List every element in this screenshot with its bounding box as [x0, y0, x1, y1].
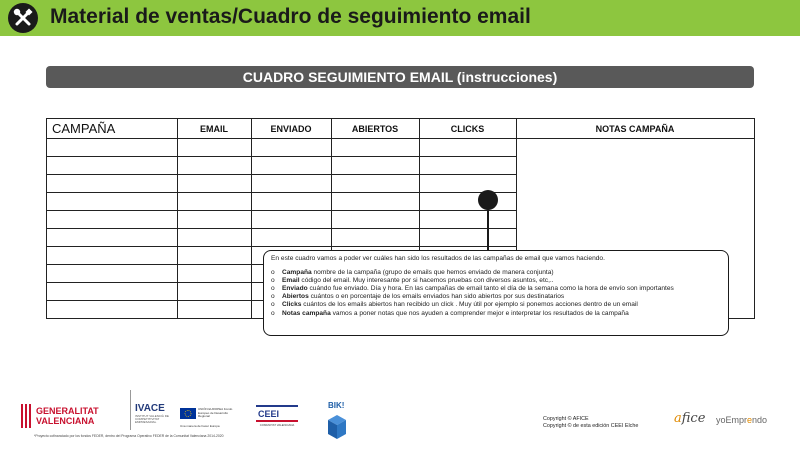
- column-header-email: EMAIL: [200, 124, 228, 134]
- ceei-logo: CEEI COMUNITAT VALENCIANA: [256, 405, 298, 427]
- afice-logo: afice: [674, 411, 706, 426]
- header-divider: [47, 138, 754, 139]
- pin-icon: [478, 190, 498, 210]
- eu-text: UNIÓN EUROPEA Fondo Europeo de Desarrollo Regional: [198, 407, 233, 419]
- column-divider: [251, 119, 252, 319]
- instructions-note: [263, 250, 729, 336]
- tools-icon: [8, 3, 38, 33]
- row-divider: [47, 246, 517, 247]
- shield-icon: [20, 404, 32, 428]
- row-divider: [47, 156, 517, 157]
- yoemprendo-logo: yoEmprendo: [716, 415, 768, 425]
- column-header-campana: CAMPAÑA: [52, 121, 116, 136]
- column-header-notas-campana: NOTAS CAMPAÑA: [595, 124, 675, 134]
- copyright: Copyright © AFICE Copyright © de esta edición CEEI Elche: [543, 416, 639, 429]
- row-divider: [47, 210, 517, 211]
- funding-note: *Proyecto cofinanciado por los fondos FEDER, dentro del Programa Operativo FEDER de la Comunitat Valenciana 2014-2020: [34, 434, 224, 438]
- logo-divider: [130, 390, 131, 430]
- generalitat-name: GENERALITAT VALENCIANA: [36, 406, 99, 426]
- list-item: o Abiertos cuántos o en porcentaje de los emails enviados han sido abiertos por sus destinatarios: [271, 293, 565, 301]
- bik-logo: BIK!: [326, 401, 348, 441]
- header-bar: [0, 0, 800, 36]
- page-title: Material de ventas/Cuadro de seguimiento email: [50, 5, 531, 28]
- column-divider: [177, 119, 178, 319]
- list-item: o Clicks cuántos de los emails abiertos han recibido un click . Muy útil por ejemplo si ponemos acciones dentro de un email: [271, 301, 638, 309]
- section-banner: CUADRO SEGUIMIENTO EMAIL (instrucciones): [46, 66, 754, 88]
- note-intro: En este cuadro vamos a poder ver cuáles han sido los resultados de las campañas de email que vamos haciendo.: [271, 255, 605, 262]
- ceei-line: [256, 405, 298, 407]
- row-divider: [47, 228, 517, 229]
- column-header-enviado: ENVIADO: [270, 124, 312, 134]
- column-header-clicks: CLICKS: [450, 124, 485, 134]
- footer: [0, 395, 800, 450]
- note-list: [271, 269, 721, 318]
- eu-flag-icon: [180, 408, 196, 419]
- ivace-subtitle: INSTITUT VALENCIÀ DE COMPETITIVITAT EMPRESARIAL: [135, 414, 169, 425]
- cube-icon: [328, 415, 346, 439]
- row-divider: [47, 192, 517, 193]
- ivace-logo: IVACE: [135, 403, 165, 414]
- ceei-line: [256, 420, 298, 422]
- list-item: o Campaña nombre de la campaña (grupo de emails que hemos enviado de manera conjunta): [271, 269, 554, 277]
- list-item: o Notas campaña vamos a poner notas que nos ayuden a comprender mejor e interpretar los resultados de la campaña: [271, 309, 629, 317]
- column-header-abiertos: ABIERTOS: [351, 124, 399, 134]
- list-item: o Enviado cuándo fue enviado. Día y hora. En las campañas de email tanto el día de la semana como la hora de envío son importantes: [271, 285, 674, 293]
- row-divider: [47, 174, 517, 175]
- list-item: o Email código del email. Muy interesante por si hacemos pruebas con diversos asuntos, etc,..: [271, 277, 554, 285]
- eu-slogan: Una manera de hacer Europa: [180, 424, 220, 428]
